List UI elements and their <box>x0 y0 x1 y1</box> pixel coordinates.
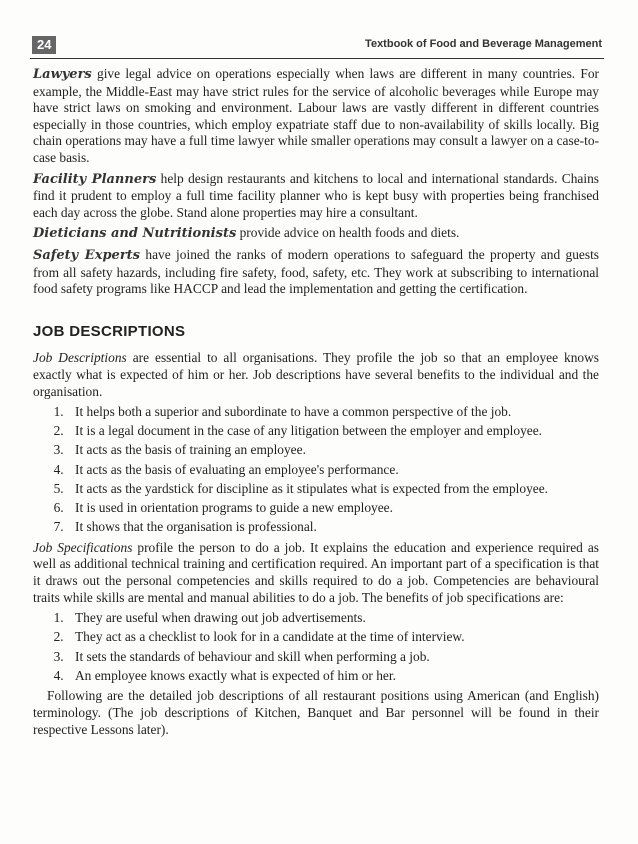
role-facility-planners <box>33 171 599 222</box>
role-term: Dieticians and Nutritionists <box>33 226 237 242</box>
role-safety-experts <box>33 247 599 298</box>
list-item: 2. They act as a checklist to look for in a candidate at the time of interview. <box>67 629 599 646</box>
role-term: Safety Experts <box>33 247 140 263</box>
role-term: Lawyers <box>33 67 92 82</box>
job-specifications-paragraph <box>33 540 599 606</box>
list-item: 4. It acts as the basis of evaluating an employee's performance. <box>67 462 599 479</box>
role-text: have joined the ranks of modern operations to safeguard the property and guests from all safety hazards, including fire safety, food, safety, etc. They work at subscribing to international food safety programs like HACCP and lead the implementation and getting the certification. <box>33 246 599 297</box>
list-item: 1. It helps both a superior and subordinate to have a common perspective of the job. <box>67 404 599 421</box>
list-item: 6. It is used in orientation programs to guide a new employee. <box>67 500 599 517</box>
page-number: 24 <box>32 36 56 54</box>
spec-text: profile the person to do a job. It explains the education and experience required as well as additional technical training and certification required. An important part of a specification is that it draws out the personal competencies and skills required to do a job. Competencies are behavioural traits while skills are mental and manual abilities to do a job. The benefits of job specifications are: <box>33 539 599 605</box>
intro-text: are essential to all organisations. They profile the job so that an employee knows exactly what is expected of him or her. Job descriptions have several benefits to the individual and the organisation. <box>33 350 599 399</box>
closing-paragraph: Following are the detailed job descriptions of all restaurant positions using American (and English) terminology. (The job descriptions of Kitchen, Banquet and Bar personnel will be found in their respective Lessons later). <box>33 688 599 737</box>
list-item: 1. They are useful when drawing out job advertisements. <box>67 610 599 627</box>
role-lawyers <box>33 66 599 167</box>
list-item: 7. It shows that the organisation is professional. <box>67 519 599 536</box>
intro-term: Job Descriptions <box>33 350 127 366</box>
role-term: Facility Planners <box>33 171 157 187</box>
list-item: 4. An employee knows exactly what is expected of him or her. <box>67 668 599 685</box>
role-text: provide advice on health foods and diets. <box>236 225 460 241</box>
list-item: 5. It acts as the yardstick for discipline as it stipulates what is expected from the employee. <box>67 481 599 498</box>
section-heading-job-descriptions: JOB DESCRIPTIONS <box>33 322 186 340</box>
list-item: 3. It sets the standards of behaviour and skill when performing a job. <box>67 649 599 666</box>
job-description-benefits-list <box>33 404 599 536</box>
role-text: help design restaurants and kitchens to local and international standards. Chains find it prudent to employ a full time facility planner who is kept busy with properties being franchised each day across the globe. Stand alone properties may hire a consultant. <box>33 170 599 220</box>
page-body <box>33 66 599 742</box>
list-item: 2. It is a legal document in the case of any litigation between the employer and employee. <box>67 423 599 440</box>
job-descriptions-intro <box>33 350 599 400</box>
running-title: Textbook of Food and Beverage Management <box>365 38 602 50</box>
list-item: 3. It acts as the basis of training an employee. <box>67 442 599 459</box>
spec-term: Job Specifications <box>33 539 133 555</box>
role-dieticians <box>33 225 599 243</box>
role-text: give legal advice on operations especially when laws are different in many countries. For example, the Middle-East may have strict rules for the service of alcoholic beverages while Europe may have strict laws on smoking and environment. Labour laws are vastly different in different countries especially in those countries, which employ expatriate staff due to non-availability of skills locally. Big chain operations may have a full time lawyer while smaller operations may consult a lawyer on a case-to-case basis. <box>33 66 599 165</box>
page-header <box>30 34 604 59</box>
job-specification-benefits-list <box>33 610 599 684</box>
